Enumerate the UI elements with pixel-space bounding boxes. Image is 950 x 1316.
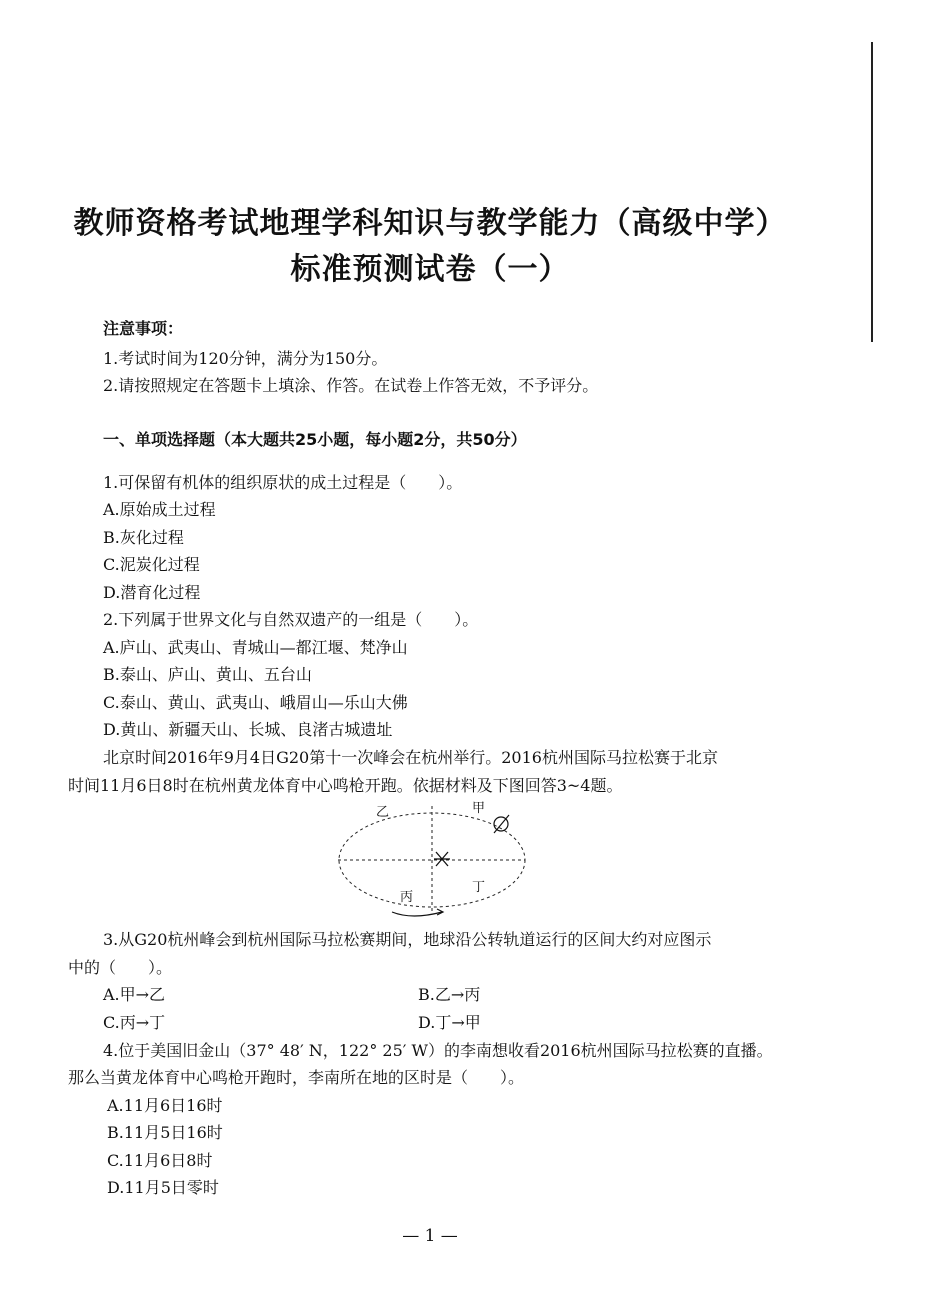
question-3-option-a: A.甲→乙 xyxy=(103,985,166,1004)
question-1-stem: 1.可保留有机体的组织原状的成土过程是（ ）。 xyxy=(103,473,463,492)
material-text-line: 北京时间2016年9月4日G20第十一次峰会在杭州举行。2016杭州国际马拉松赛于北京 xyxy=(103,748,718,767)
question-2-option-b: B.泰山、庐山、黄山、五台山 xyxy=(103,665,312,684)
question-4-option-a: A.11月6日16时 xyxy=(107,1096,223,1115)
question-4-stem: 4.位于美国旧金山（37° 48′ N，122° 25′ W）的李南想收看2016杭州国际马拉松赛的直播。 xyxy=(103,1041,773,1060)
question-1-option-a: A.原始成土过程 xyxy=(103,500,216,519)
page-number: — 1 — xyxy=(402,1226,458,1246)
page-title: 教师资格考试地理学科知识与教学能力（高级中学） xyxy=(73,206,787,241)
question-1-option-d: D.潜育化过程 xyxy=(103,583,201,602)
diagram-label-bing: 丙 xyxy=(400,890,414,905)
question-2-option-d: D.黄山、新疆天山、长城、良渚古城遗址 xyxy=(103,720,393,739)
question-3-stem: 3.从G20杭州峰会到杭州国际马拉松赛期间，地球沿公转轨道运行的区间大约对应图示 xyxy=(103,930,712,949)
orbit-direction-arrow xyxy=(392,912,442,916)
question-3-stem-cont: 中的（ ）。 xyxy=(68,958,173,977)
sun-icon xyxy=(434,852,450,866)
diagram-label-jia: 甲 xyxy=(472,801,486,816)
question-1-option-c: C.泥炭化过程 xyxy=(103,555,200,574)
question-2-option-a: A.庐山、武夷山、青城山—都江堰、梵净山 xyxy=(103,638,408,657)
section-heading: 一、单项选择题（本大题共25小题，每小题2分，共50分） xyxy=(103,430,527,449)
question-3-option-d: D.丁→甲 xyxy=(418,1013,481,1032)
earth-icon xyxy=(494,815,509,833)
question-4-option-c: C.11月6日8时 xyxy=(107,1151,213,1170)
binding-edge-line xyxy=(871,42,873,342)
orbit-diagram xyxy=(330,798,540,920)
question-1-option-b: B.灰化过程 xyxy=(103,528,184,547)
notice-item: 1.考试时间为120分钟，满分为150分。 xyxy=(103,349,388,368)
question-2-option-c: C.泰山、黄山、武夷山、峨眉山—乐山大佛 xyxy=(103,693,408,712)
question-2-stem: 2.下列属于世界文化与自然双遗产的一组是（ ）。 xyxy=(103,610,479,629)
question-4-stem-cont: 那么当黄龙体育中心鸣枪开跑时，李南所在地的区时是（ ）。 xyxy=(68,1068,525,1087)
question-4-option-d: D.11月5日零时 xyxy=(107,1178,219,1197)
diagram-label-yi: 乙 xyxy=(376,805,390,820)
material-text-line: 时间11月6日8时在杭州黄龙体育中心鸣枪开跑。依据材料及下图回答3~4题。 xyxy=(68,776,623,795)
question-3-option-b: B.乙→丙 xyxy=(418,985,481,1004)
page-subtitle: 标准预测试卷（一） xyxy=(290,252,570,287)
question-3-option-c: C.丙→丁 xyxy=(103,1013,166,1032)
diagram-label-ding: 丁 xyxy=(472,880,486,895)
notice-heading: 注意事项： xyxy=(103,319,184,338)
question-4-option-b: B.11月5日16时 xyxy=(107,1123,223,1142)
notice-item: 2.请按照规定在答题卡上填涂、作答。在试卷上作答无效，不予评分。 xyxy=(103,376,599,395)
